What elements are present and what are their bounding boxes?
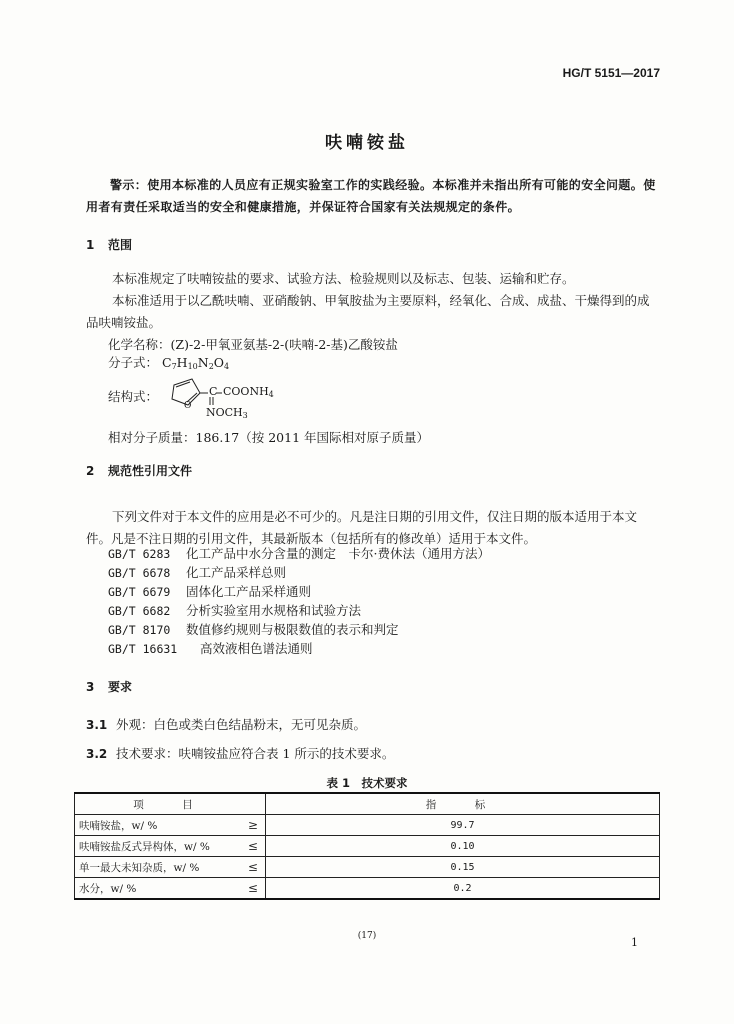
- column-header-value: 指 标: [266, 793, 660, 815]
- spec-table: [74, 792, 660, 900]
- formula-c: C: [162, 355, 172, 370]
- row-item: 单一最大未知杂质，w/ %: [75, 857, 241, 878]
- formula-c-count: 7: [171, 362, 177, 371]
- struct-carboxylate-group: $COONH_4$: [223, 385, 274, 399]
- row-value: 0.2: [266, 878, 660, 900]
- section-1-heading: [86, 236, 132, 253]
- row-operator: ≥: [241, 815, 266, 836]
- row-operator: ≤: [241, 857, 266, 878]
- reference-item: GB/T 6679 固体化工产品采样通则: [108, 584, 312, 599]
- section-number: 2: [86, 464, 95, 478]
- row-value: 99.7: [266, 815, 660, 836]
- struct-label: 结构式：: [108, 389, 159, 404]
- row-operator: ≤: [241, 836, 266, 857]
- clause-3-2: 3.2 技术要求：呋喃铵盐应符合表 1 所示的技术要求。: [86, 746, 395, 761]
- table-row: [75, 878, 660, 900]
- struct-ring-oxygen: O: [184, 401, 192, 411]
- table-row: [75, 815, 660, 836]
- page-number: 1: [631, 936, 638, 949]
- row-item: 呋喃铵盐，w/ %: [75, 815, 241, 836]
- row-item: 呋喃铵盐反式异构体，w/ %: [75, 836, 241, 857]
- struct-methoxyimino-group: $NOCH_3$: [206, 406, 248, 420]
- row-value: 0.15: [266, 857, 660, 878]
- molecular-formula: [108, 353, 229, 371]
- structural-formula: [108, 375, 368, 421]
- chemical-name: [108, 335, 398, 353]
- section-title: 要求: [108, 680, 133, 694]
- formula-o-count: 4: [224, 362, 230, 371]
- row-operator: ≤: [241, 878, 266, 900]
- section-title: 规范性引用文件: [108, 464, 193, 478]
- reference-item: GB/T 6678 化工产品采样总则: [108, 565, 287, 580]
- formula-h-count: 10: [187, 362, 198, 371]
- scope-paragraph-1: 本标准规定了呋喃铵盐的要求、试验方法、检验规则以及标志、包装、运输和贮存。: [112, 271, 575, 286]
- formula-label: 分子式：: [108, 355, 159, 370]
- formula-n-count: 2: [208, 362, 214, 371]
- reference-item: GB/T 16631 高效液相色谱法通则: [108, 641, 313, 656]
- table-row: [75, 857, 660, 878]
- section-title: 范围: [108, 238, 133, 252]
- column-header-item: 项 目: [75, 793, 266, 815]
- row-value: 0.10: [266, 836, 660, 857]
- standard-code: HG/T 5151—2017: [562, 66, 660, 80]
- table-header-row: [75, 793, 660, 815]
- chem-name-label: 化学名称：: [108, 337, 171, 352]
- section-number: 1: [86, 238, 95, 252]
- struct-carbon: C: [209, 385, 218, 398]
- molecular-mass: 相对分子质量：186.17（按 2011 年国际相对原子质量）: [108, 430, 429, 445]
- page-title: 呋喃铵盐: [325, 133, 409, 153]
- scope-paragraph-2: 本标准适用于以乙酰呋喃、亚硝酸钠、甲氧胺盐为主要原料，经氧化、合成、成盐、干燥得到的成品呋喃铵盐。: [86, 293, 650, 330]
- warning-paragraph: 警示：使用本标准的人员应有正规实验室工作的实践经验。本标准并未指出所有可能的安全问题。使用者有责任采取适当的安全和健康措施，并保证符合国家有关法规规定的条件。: [86, 178, 656, 214]
- reference-item: GB/T 6283 化工产品中水分含量的测定 卡尔·费休法（通用方法）: [108, 546, 490, 561]
- formula-h: H: [176, 355, 188, 370]
- chem-name-value: (Z)-2-甲氧亚氨基-2-(呋喃-2-基)乙酸铵盐: [170, 337, 398, 352]
- reference-item: GB/T 6682 分析实验室用水规格和试验方法: [108, 603, 362, 618]
- page-label: (17): [357, 931, 377, 941]
- table-caption: 表 1 技术要求: [326, 776, 408, 790]
- section-3-heading: [86, 678, 132, 695]
- section-2-heading: [86, 462, 192, 479]
- reference-item: GB/T 8170 数值修约规则与极限数值的表示和判定: [108, 622, 399, 637]
- references-intro: 下列文件对于本文件的应用是必不可少的。凡是注日期的引用文件，仅注日期的版本适用于本文件。凡是不注日期的引用文件，其最新版本（包括所有的修改单）适用于本文件。: [86, 509, 638, 546]
- formula-n: N: [197, 355, 209, 370]
- section-number: 3: [86, 680, 95, 694]
- table-row: [75, 836, 660, 857]
- row-item: 水分，w/ %: [75, 878, 241, 900]
- formula-o: O: [213, 355, 225, 370]
- clause-3-1: 3.1 外观：白色或类白色结晶粉末，无可见杂质。: [86, 717, 367, 732]
